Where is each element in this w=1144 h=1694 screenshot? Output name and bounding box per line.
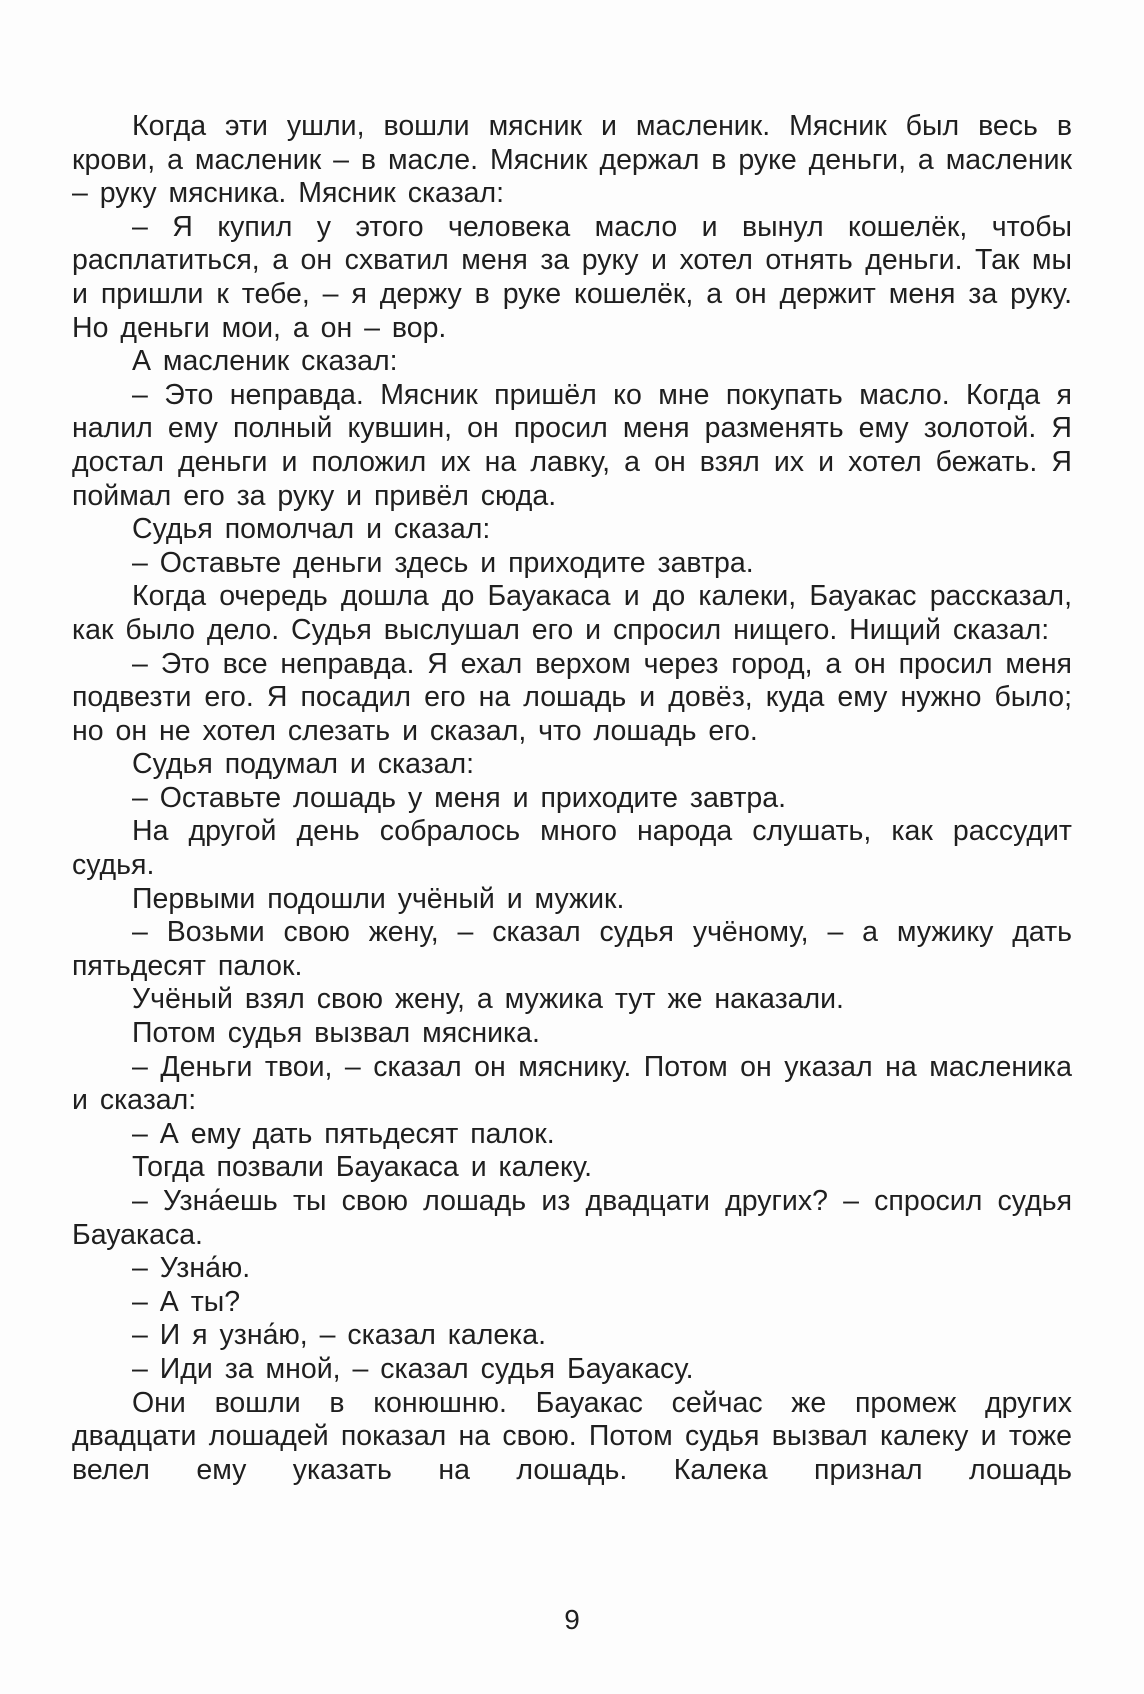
page-number: 9 <box>564 1604 580 1635</box>
paragraph: – А ты? <box>132 1285 241 1318</box>
paragraph: На другой день собралось много народа слушать, как рассудит судья. <box>72 815 1072 882</box>
paragraph: Учёный взял свою жену, а мужика тут же наказали. <box>132 983 844 1016</box>
paragraph: – Узна́ешь ты свою лошадь из двадцати других? – спросил судья Бауакаса. <box>72 1185 1072 1251</box>
paragraph: Судья подумал и сказал: <box>132 748 475 781</box>
page-text <box>72 110 1072 1487</box>
paragraph: – Это неправда. Мясник пришёл ко мне покупать масло. Когда я налил ему полный кувшин, он просил меня разменять ему золотой. Я достал деньги и положил их на лавку, а он взял их и хотел бежать. Я поймал его за руку и привёл сюда. <box>72 378 1072 512</box>
paragraph: – И я узна́ю, – сказал калека. <box>132 1319 547 1352</box>
paragraph: – Узна́ю. <box>132 1252 251 1285</box>
paragraph: А масленик сказал: <box>132 345 398 378</box>
paragraph: – А ему дать пятьдесят палок. <box>132 1117 555 1150</box>
paragraph: – Оставьте деньги здесь и приходите завтра. <box>132 546 754 579</box>
paragraph: – Деньги твои, – сказал он мяснику. Потом он указал на масленика и сказал: <box>72 1050 1072 1117</box>
paragraph: Тогда позвали Бауакаса и калеку. <box>132 1151 593 1184</box>
paragraph: – Иди за мной, – сказал судья Бауакасу. <box>132 1352 694 1385</box>
paragraph: – Это все неправда. Я ехал верхом через город, а он просил меня подвезти его. Я посадил его на лошадь и довёз, куда ему нужно было; но он не хотел слезать и сказал, что лошадь его. <box>72 647 1072 747</box>
paragraph: Потом судья вызвал мясника. <box>132 1017 540 1050</box>
paragraph: Первыми подошли учёный и мужик. <box>132 882 625 915</box>
paragraph: – Возьми свою жену, – сказал судья учёному, – а мужику дать пятьдесят палок. <box>72 916 1072 982</box>
paragraph: Когда очередь дошла до Бауакаса и до калеки, Бауакас рассказал, как было дело. Судья выслушал его и спросил нищего. Нищий сказал: <box>72 580 1072 646</box>
paragraph: Когда эти ушли, вошли мясник и масленик. Мясник был весь в крови, а масленик – в масле. Мясник держал в руке деньги, а масленик – руку мясника. Мясник сказал: <box>72 110 1072 210</box>
paragraph: Судья помолчал и сказал: <box>132 513 491 546</box>
paragraph: – Я купил у этого человека масло и вынул кошелёк, чтобы расплатиться, а он схватил меня за руку и хотел отнять деньги. Так мы и пришли к тебе, – я держу в руке кошелёк, а он держит меня за руку. Но деньги мои, а он – вор. <box>72 210 1072 344</box>
paragraph: Они вошли в конюшню. Бауакас сейчас же промеж других двадцати лошадей показал на свою. Потом судья вызвал калеку и тоже велел ему указать на лошадь. Калека признал лошадь <box>72 1386 1072 1486</box>
paragraph: – Оставьте лошадь у меня и приходите завтра. <box>132 781 786 814</box>
